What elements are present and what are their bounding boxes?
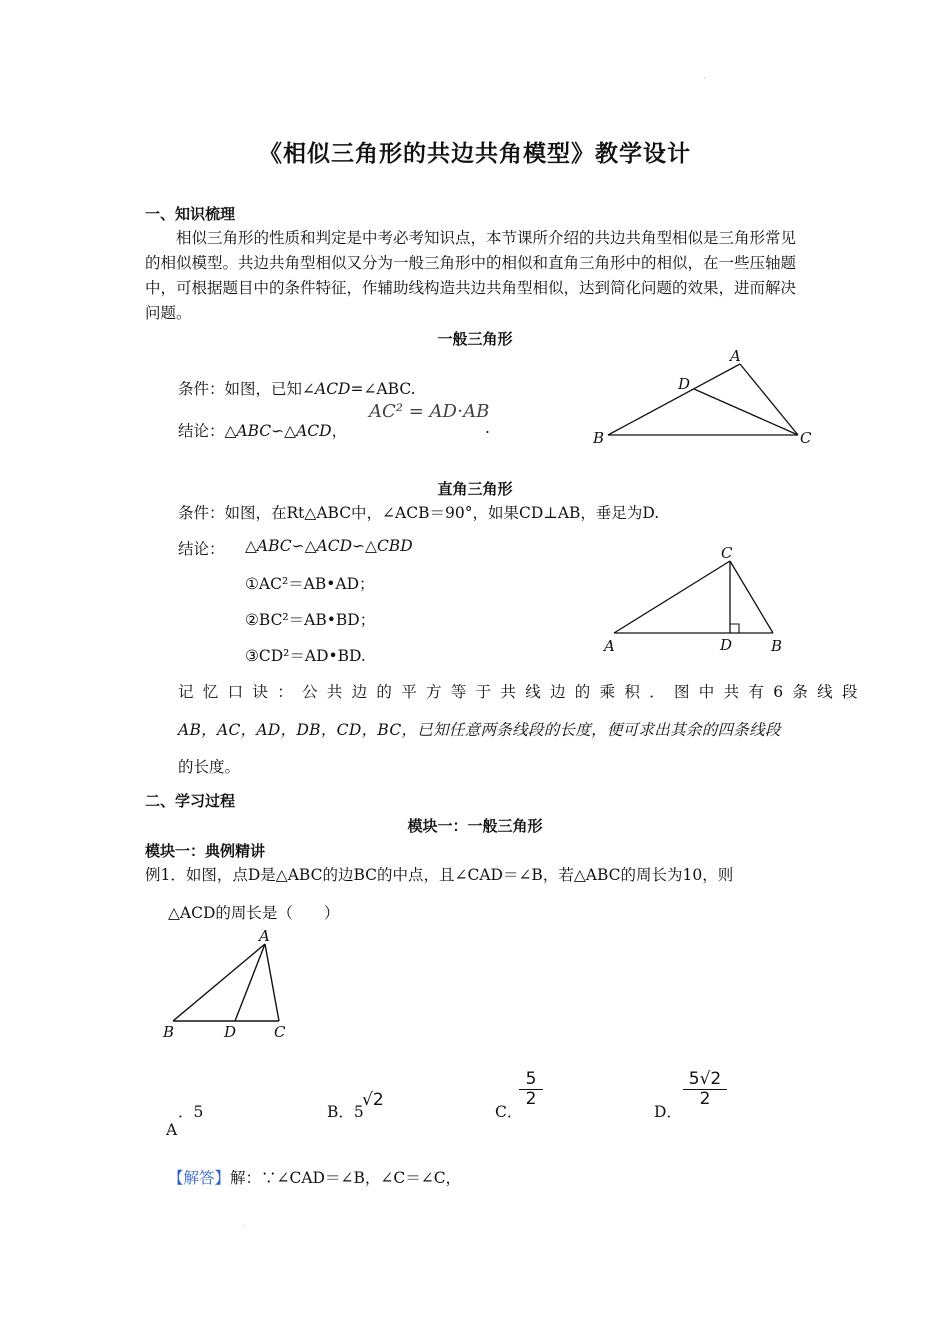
right-condition: 条件：如图，在Rt△ABC中，∠ACB＝90°，如果CD⊥AB，垂足为D. xyxy=(178,504,660,522)
general-conclusion-sim: ∽△ xyxy=(271,422,297,440)
example-triangle-figure xyxy=(155,925,305,1045)
general-condition-prefix: 条件：如图，已知∠ xyxy=(178,380,315,398)
segment-AC xyxy=(614,561,730,633)
segment-AC xyxy=(265,944,279,1021)
segment-BA xyxy=(608,364,740,435)
option-d-numerator: 5√2 xyxy=(688,1069,722,1089)
section1-intro xyxy=(145,226,805,326)
right-triangle-heading: 直角三角形 xyxy=(437,480,513,498)
section1-intro-text: 相似三角形的性质和判定是中考必考知识点，本节课所介绍的共边共角型相似是三角形常见的相似模型。共边共角型相似又分为一般三角形中的相似和直角三角形中的相似，在一些压轴题中，可根据题目中的条件特征，作辅助线构造共边共角型相似，达到简化问题的效果，进而解决问题。 xyxy=(145,229,797,322)
general-conclusion xyxy=(178,419,347,441)
label-A: A xyxy=(259,927,270,945)
general-condition-angle2: ∠ABC xyxy=(363,380,411,398)
general-condition xyxy=(178,377,416,399)
segment-CB xyxy=(730,561,773,633)
general-triangle-heading: 一般三角形 xyxy=(437,330,513,348)
label-B: B xyxy=(771,637,783,655)
general-conclusion-comma: ， xyxy=(331,422,348,440)
right-conclusion-label: 结论： xyxy=(178,540,225,558)
mnemonic-line-1: 记忆口诀：公共边的平方等于共线边的乘积．图中共有6条线段 xyxy=(178,683,867,701)
general-triangle-figure xyxy=(590,345,820,450)
general-formula-end: . xyxy=(485,419,490,437)
page-title: 《相似三角形的共边共角模型》教学设计 xyxy=(259,141,691,167)
option-c-denominator: 2 xyxy=(519,1089,543,1109)
answer-text: 解：∵∠CAD＝∠B，∠C＝∠C， xyxy=(230,1169,462,1187)
footer-mark: · xyxy=(243,1222,246,1232)
option-a-letter: A xyxy=(166,1121,178,1139)
label-D: D xyxy=(224,1023,237,1041)
mnemonic-line-2: AB，AC，AD，DB，CD，BC，已知任意两条线段的长度，便可求出其余的四条线段 xyxy=(178,721,781,739)
general-condition-mid: = xyxy=(350,380,364,398)
general-conclusion-prefix: 结论：△ xyxy=(178,422,237,440)
section1-heading: 一、知识梳理 xyxy=(145,205,236,223)
option-d-label: D． xyxy=(654,1103,682,1121)
label-D: D xyxy=(720,636,733,654)
label-C: C xyxy=(274,1023,286,1041)
example-line-2: △ACD的周长是（ ） xyxy=(168,904,340,922)
option-d-fraction xyxy=(683,1070,727,1109)
general-conclusion-t2: ACD xyxy=(296,422,332,440)
segment-BA xyxy=(173,944,265,1021)
option-c-fraction xyxy=(519,1070,543,1109)
right-conclusion-main: △ABC∽△ACD∽△CBD xyxy=(245,537,413,555)
right-item-1: ①AC²＝AB•AD； xyxy=(245,575,375,593)
option-c-numerator: 5 xyxy=(525,1069,537,1089)
mnemonic-line-3: 的长度。 xyxy=(178,758,241,776)
answer-tag: 【解答】 xyxy=(168,1169,231,1187)
right-item-2: ②BC²＝AB•BD； xyxy=(245,611,376,629)
general-conclusion-t1: ABC xyxy=(236,422,272,440)
example-line-1: 例1．如图，点D是△ABC的边BC的中点，且∠CAD＝∠B，若△ABC的周长为10，则 xyxy=(145,866,734,884)
general-condition-angle1: ACD xyxy=(315,380,351,398)
general-formula: AC² = AD⋅AB xyxy=(369,401,490,422)
option-a-value: ．5 xyxy=(178,1103,204,1121)
section2-heading: 二、学习过程 xyxy=(145,792,236,810)
module-title: 模块一：一般三角形 xyxy=(407,817,543,835)
right-angle-mark xyxy=(730,624,739,633)
label-D: D xyxy=(678,375,691,393)
right-item-3: ③CD²＝AD•BD. xyxy=(245,647,366,665)
label-C: C xyxy=(721,544,733,562)
segment-AC xyxy=(740,364,798,435)
segment-AD xyxy=(235,944,265,1021)
module-sub-heading: 模块一：典例精讲 xyxy=(145,842,266,860)
option-b-label: B．5 xyxy=(327,1103,364,1121)
corner-mark: · xyxy=(703,74,706,84)
option-c-label: C． xyxy=(495,1103,523,1121)
general-condition-end: . xyxy=(410,380,416,398)
label-B: B xyxy=(593,429,605,447)
label-A: A xyxy=(604,637,615,655)
answer-line xyxy=(168,1166,461,1188)
segment-DC xyxy=(694,389,798,435)
right-triangle-figure xyxy=(600,543,800,658)
label-C: C xyxy=(800,429,812,447)
label-B: B xyxy=(163,1023,175,1041)
option-b-radical: √2 xyxy=(362,1090,384,1110)
label-A: A xyxy=(730,347,741,365)
option-d-denominator: 2 xyxy=(683,1089,727,1109)
